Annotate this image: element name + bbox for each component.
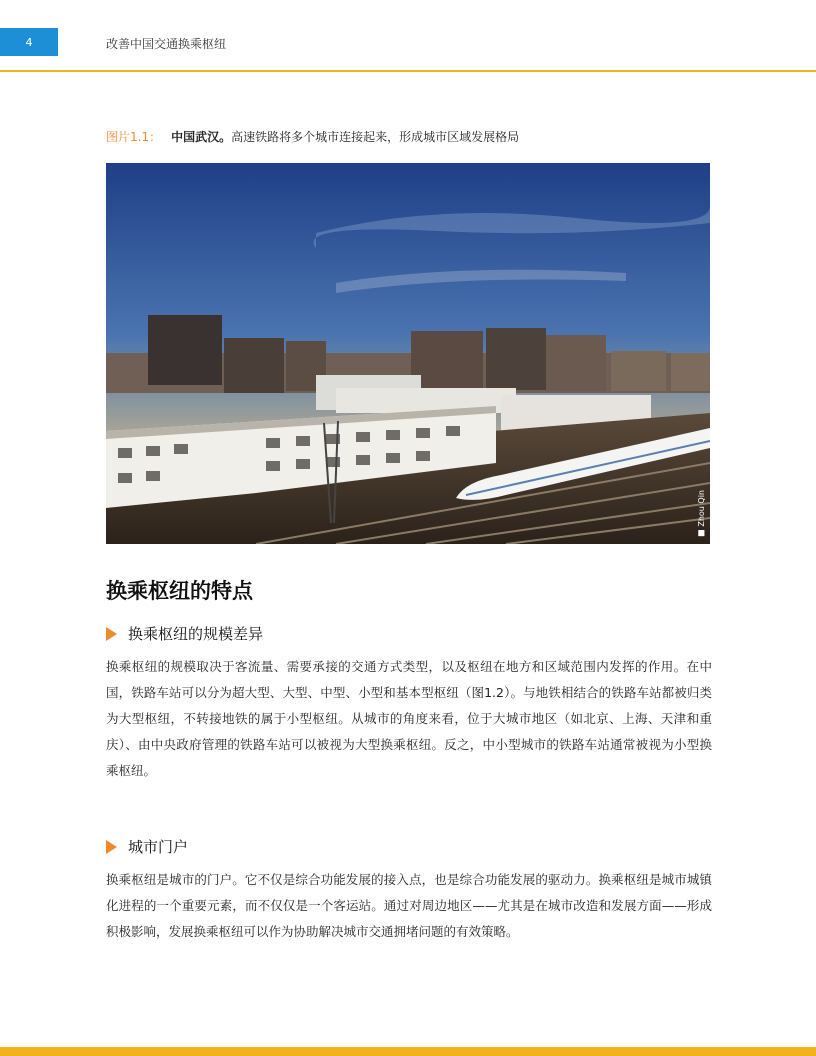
page-number: 4 (25, 35, 33, 49)
header-rule (0, 70, 816, 72)
figure-caption (106, 128, 519, 145)
bullet-triangle-icon (106, 840, 117, 854)
subsection-heading-gateway-text: 城市门户 (128, 838, 189, 856)
running-header-title: 改善中国交通换乘枢纽 (106, 37, 227, 51)
subsection-heading-gateway (106, 836, 188, 857)
bullet-triangle-icon (106, 627, 117, 641)
subsection-heading-scale (106, 623, 263, 644)
figure-place: 中国武汉。 (171, 130, 232, 144)
figure-label: 图片1.1： (106, 130, 162, 144)
city-train-photo (106, 163, 710, 544)
subsection-heading-scale-text: 换乘枢纽的规模差异 (128, 625, 264, 643)
photo-credit: ■ Zhou Qin (697, 489, 706, 538)
photo-illustration (106, 163, 710, 544)
page-number-tab (0, 28, 58, 56)
paragraph-gateway: 换乘枢纽是城市的门户。它不仅是综合功能发展的接入点，也是综合功能发展的驱动力。换乘枢纽是城市城镇化进程的一个重要元素，而不仅仅是一个客运站。通过对周边地区——尤其是在城市改造和发展方面——形成积极影响，发展换乘枢纽可以作为协助解决城市交通拥堵问题的有效策略。 (106, 872, 712, 939)
figure-description: 高速铁路将多个城市连接起来，形成城市区域发展格局 (231, 130, 520, 144)
paragraph-scale: 换乘枢纽的规模取决于客流量、需要承接的交通方式类型，以及枢纽在地方和区域范围内发挥的作用。在中国，铁路车站可以分为超大型、大型、中型、小型和基本型枢纽（图1.2）。与地铁相结合的铁路车站都被归类为大型枢纽，不转接地铁的属于小型枢纽。从城市的角度来看，位于大城市地区（如北京、上海、天津和重庆）、由中央政府管理的铁路车站可以被视为大型换乘枢纽。反之，中小型城市的铁路车站通常被视为小型换乘枢纽。 (106, 659, 712, 778)
footer-rule (0, 1047, 816, 1056)
section-title: 换乘枢纽的特点 (106, 579, 253, 603)
